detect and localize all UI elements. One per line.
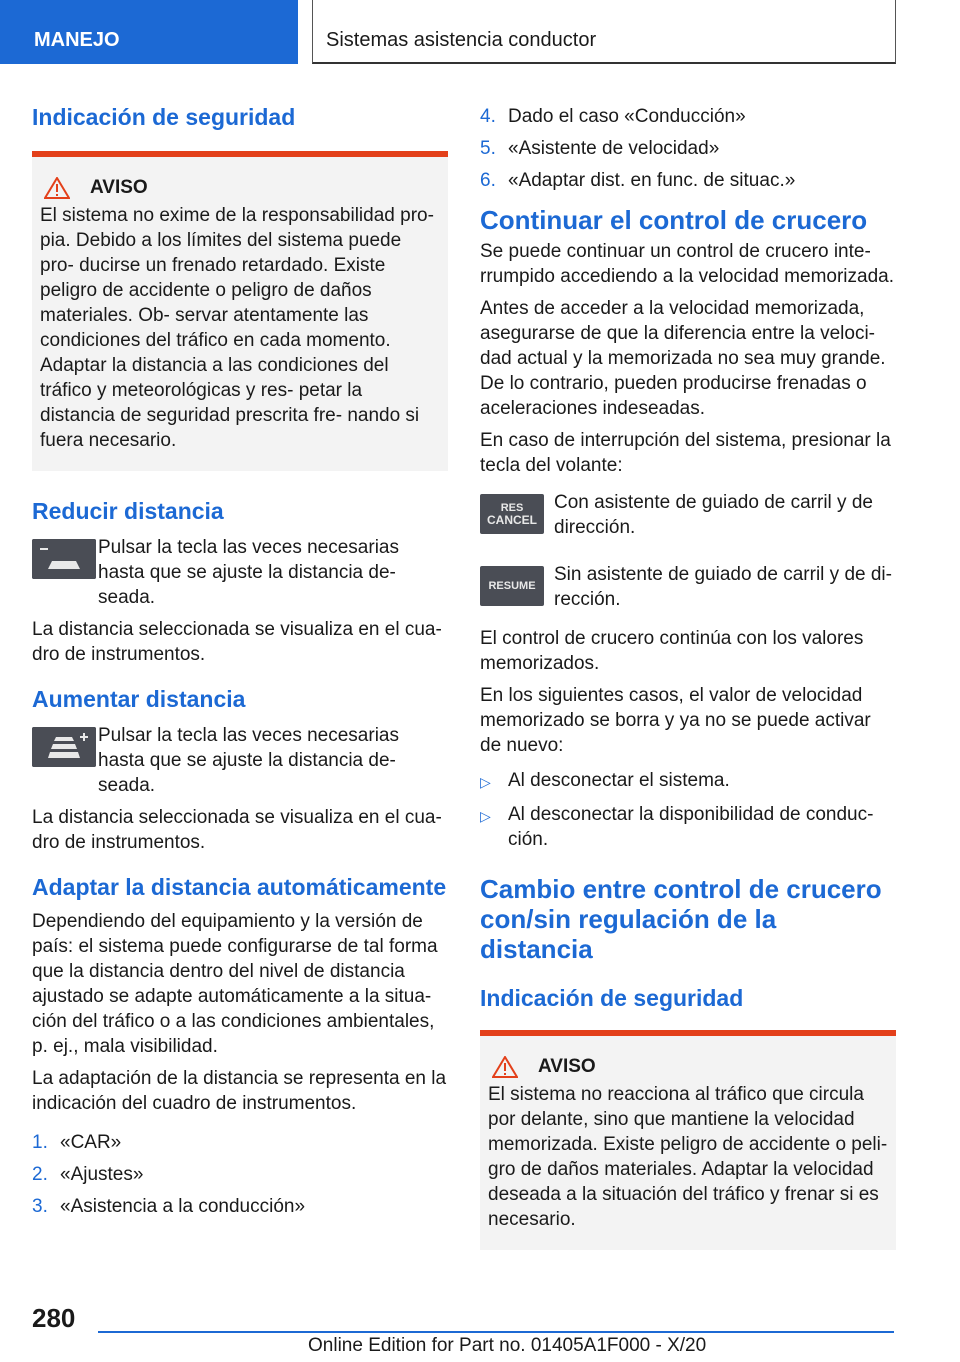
- reduce-distance-text2: La distancia seleccionada se visualiza en el cua- dro de instrumentos.: [32, 619, 442, 665]
- resume-key-icon: [480, 566, 544, 606]
- list-text: «Adaptar dist. en func. de situac.»: [508, 170, 796, 191]
- list-number: 1.: [32, 1132, 48, 1153]
- reduce-distance-row: [32, 535, 448, 610]
- reduce-distance-key-icon: [32, 539, 96, 579]
- warning-title: [40, 177, 440, 199]
- res-cancel-key-icon: [480, 494, 544, 534]
- bullet-text: Al desconectar el sistema.: [508, 770, 730, 791]
- continue-text-4: El control de crucero continúa con los valores memorizados.: [480, 628, 864, 674]
- right-column: [480, 100, 896, 1250]
- resume-key-label: RESUME: [488, 580, 536, 592]
- reduce-distance-heading: Reducir distancia: [32, 498, 224, 524]
- list-item: [480, 136, 896, 161]
- footer-edition: Online Edition for Part no. 01405A1F000 - X/20: [308, 1335, 707, 1356]
- bullet-text: Al desconectar la disponibilidad de conduc- ción.: [508, 804, 874, 850]
- bullet-item: [480, 768, 896, 795]
- page-header: [0, 0, 960, 66]
- continue-text-5: En los siguientes casos, el valor de velocidad memorizado se borra y ya no se puede activar de nuevo:: [480, 685, 871, 756]
- res-cancel-row: [480, 490, 896, 562]
- left-column: [32, 100, 448, 1226]
- list-item: [480, 168, 896, 193]
- list-number: 5.: [480, 138, 496, 159]
- increase-distance-text2: La distancia seleccionada se visualiza en el cua- dro de instrumentos.: [32, 807, 442, 853]
- list-text: «Ajustes»: [60, 1164, 144, 1185]
- adapt-distance-text2: La adaptación de la distancia se representa en la indicación del cuadro de instrumentos.: [32, 1068, 447, 1114]
- safety-heading-2: Indicación de seguridad: [480, 985, 744, 1011]
- resume-text: Sin asistente de guiado de carril y de di- rección.: [554, 564, 892, 610]
- list-item: [32, 1162, 448, 1187]
- warning-title: [488, 1056, 888, 1078]
- increase-distance-heading: Aumentar distancia: [32, 686, 246, 712]
- adapt-distance-heading: Adaptar la distancia automáticamente: [32, 874, 447, 900]
- continue-text-1: Se puede continuar un control de crucero inte- rrumpido accediendo a la velocidad memorizada.: [480, 241, 895, 287]
- increase-distance-row: [32, 723, 448, 798]
- warning-box-2: [480, 1030, 896, 1250]
- list-number: 2.: [32, 1164, 48, 1185]
- warning-title-text: AVISO: [538, 1056, 596, 1077]
- page-number: 280: [32, 1303, 76, 1333]
- warning-text: El sistema no reacciona al tráfico que circula por delante, sino que mantiene la velocidad memorizada. Existe peligro de accidente o peli- gro de daños materiales. Adaptar la velocidad deseada a la situación del tráfico y frenar si es necesario.: [488, 1084, 888, 1230]
- warning-box: [32, 151, 448, 471]
- switch-cruise-heading: Cambio entre control de crucero con/sin regulación de la distancia: [480, 874, 882, 964]
- res-cancel-text: Con asistente de guiado de carril y de dirección.: [554, 492, 873, 538]
- warning-triangle-icon: [44, 177, 70, 199]
- warning-text: El sistema no exime de la responsabilidad pro- pia. Debido a los límites del sistema puede pro- ducirse un frenado retardado. Existe peligro de accidente o peligro de daños materiales. Ob- servar atentamente las condiciones del tráfico en cada momento. Adaptar la distancia a las condiciones del tráfico y meteorológicas y res- petar la distancia de seguridad prescrita fre- nando si fuera necesario.: [40, 205, 434, 451]
- safety-heading: Indicación de seguridad: [32, 104, 296, 130]
- list-text: «CAR»: [60, 1132, 122, 1153]
- continue-text-3: En caso de interrupción del sistema, presionar la tecla del volante:: [480, 430, 891, 476]
- increase-distance-key-icon: [32, 727, 96, 767]
- list-item: [480, 104, 896, 129]
- list-text: «Asistente de velocidad»: [508, 138, 720, 159]
- list-number: 4.: [480, 106, 496, 127]
- list-item: [32, 1194, 448, 1219]
- res-key-label: RES: [500, 502, 524, 514]
- cancel-key-label: CANCEL: [487, 513, 537, 527]
- continue-text-2: Antes de acceder a la velocidad memorizada, asegurarse de que la diferencia entre la veloci- dad actual y la memorizada no sea muy grande. De lo contrario, pueden producirse frenadas o aceleraciones indeseadas.: [480, 298, 886, 419]
- adapt-distance-text: Dependiendo del equipamiento y la versión de país: el sistema puede configurarse de tal forma que la distancia dentro del nivel de distancia ajustado se adapte automáticamente a la situa- ción del tráfico o a las condiciones ambientales, p. ej., mala visibilidad.: [32, 911, 438, 1057]
- bullet-triangle-icon: ▷: [480, 774, 491, 790]
- increase-distance-text: Pulsar la tecla las veces necesarias hasta que se ajuste la distancia de- seada.: [98, 725, 399, 796]
- warning-triangle-icon: [492, 1056, 518, 1078]
- list-text: «Asistencia a la conducción»: [60, 1196, 306, 1217]
- continue-cruise-heading: Continuar el control de crucero: [480, 205, 868, 235]
- resume-row: [480, 562, 896, 626]
- list-number: 3.: [32, 1196, 48, 1217]
- footer-divider: [98, 1331, 894, 1333]
- list-item: [32, 1130, 448, 1155]
- section-label: MANEJO: [0, 0, 298, 64]
- chapter-title: Sistemas asistencia conductor: [312, 0, 896, 64]
- bullet-item: [480, 802, 896, 852]
- list-number: 6.: [480, 170, 496, 191]
- warning-title-text: AVISO: [90, 177, 148, 198]
- bullet-triangle-icon: ▷: [480, 808, 491, 824]
- list-text: Dado el caso «Conducción»: [508, 106, 746, 127]
- reduce-distance-text: Pulsar la tecla las veces necesarias hasta que se ajuste la distancia de- seada.: [98, 537, 399, 608]
